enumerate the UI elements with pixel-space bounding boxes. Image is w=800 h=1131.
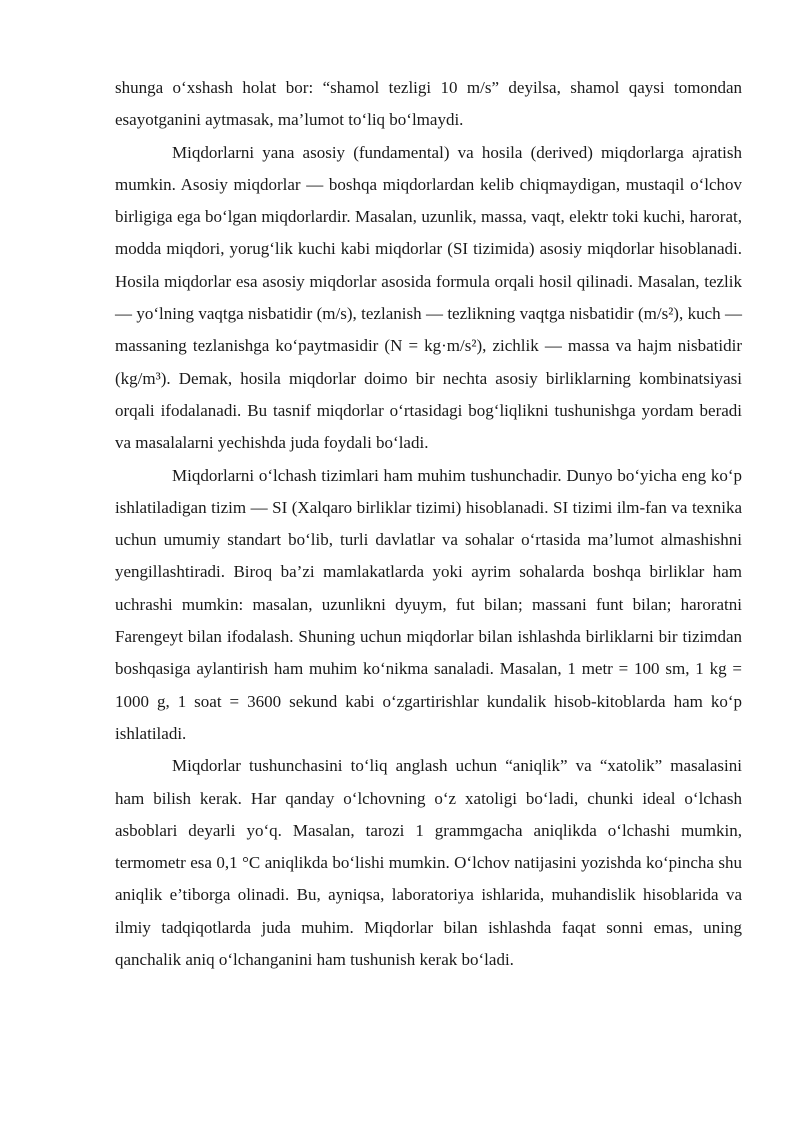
- paragraph-continuation: shunga o‘xshash holat bor: “shamol tezligi 10 m/s” deyilsa, shamol qaysi tomondan esayotganini aytmasak, ma’lumot to‘liq bo‘lmaydi.: [115, 78, 742, 130]
- paragraph-accuracy-error: Miqdorlar tushunchasini to‘liq anglash uchun “aniqlik” va “xatolik” masalasini ham bilish kerak. Har qanday o‘lchovning o‘z xatoligi bo‘ladi, chunki ideal o‘lchash asboblari deyarli yo‘q. Masalan, tarozi 1 grammgacha aniqlikda o‘lchashi mumkin, termometr esa 0,1 °C aniqlikda bo‘lishi mumkin. O‘lchov natijasini yozishda ko‘pincha shu aniqlik e’tiborga olinadi. Bu, ayniqsa, laboratoriya ishlarida, muhandislik hisoblarida va ilmiy tadqiqotlarda juda muhim. Miqdorlar bilan ishlashda faqat sonni emas, uning qanchalik aniq o‘lchanganini ham tushunish kerak bo‘ladi.: [115, 756, 742, 970]
- document-body: [115, 72, 742, 976]
- paragraph-fundamental-derived-quantities: Miqdorlarni yana asosiy (fundamental) va hosila (derived) miqdorlarga ajratish mumkin. Asosiy miqdorlar — boshqa miqdorlardan kelib chiqmaydigan, mustaqil o‘lchov birligiga ega bo‘lgan miqdorlardir. Masalan, uzunlik, massa, vaqt, elektr toki kuchi, harorat, modda miqdori, yorug‘lik kuchi kabi miqdorlar (SI tizimida) asosiy miqdorlar hisoblanadi. Hosila miqdorlar esa asosiy miqdorlar asosida formula orqali hosil qilinadi. Masalan, tezlik — yo‘lning vaqtga nisbatidir (m/s), tezlanish — tezlikning vaqtga nisbatidir (m/s²), kuch — massaning tezlanishga ko‘paytmasidir (N = kg·m/s²), zichlik — massa va hajm nisbatidir (kg/m³). Demak, hosila miqdorlar doimo bir nechta asosiy birliklarning kombinatsiyasi orqali ifodalanadi. Bu tasnif miqdorlar o‘rtasidagi bog‘liqlikni tushunishga yordam beradi va masalalarni yechishda juda foydali bo‘ladi.: [115, 142, 742, 453]
- paragraph-measurement-systems: Miqdorlarni o‘lchash tizimlari ham muhim tushunchadir. Dunyo bo‘yicha eng ko‘p ishlatiladigan tizim — SI (Xalqaro birliklar tizimi) hisoblanadi. SI tizimi ilm-fan va texnika uchun umumiy standart bo‘lib, turli davlatlar va sohalar o‘rtasida ma’lumot almashishni yengillashtiradi. Biroq ba’zi mamlakatlarda yoki ayrim sohalarda boshqa birliklar ham uchrashi mumkin: masalan, uzunlikni dyuym, fut bilan; massani funt bilan; haroratni Farengeyt bilan ifodalash. Shuning uchun miqdorlar bilan ishlashda birliklarni bir tizimdan boshqasiga aylantirish ham muhim ko‘nikma sanaladi. Masalan, 1 metr = 100 sm, 1 kg = 1000 g, 1 soat = 3600 sekund kabi o‘zgartirishlar kundalik hisob-kitoblarda ham ko‘p ishlatiladi.: [115, 465, 742, 743]
